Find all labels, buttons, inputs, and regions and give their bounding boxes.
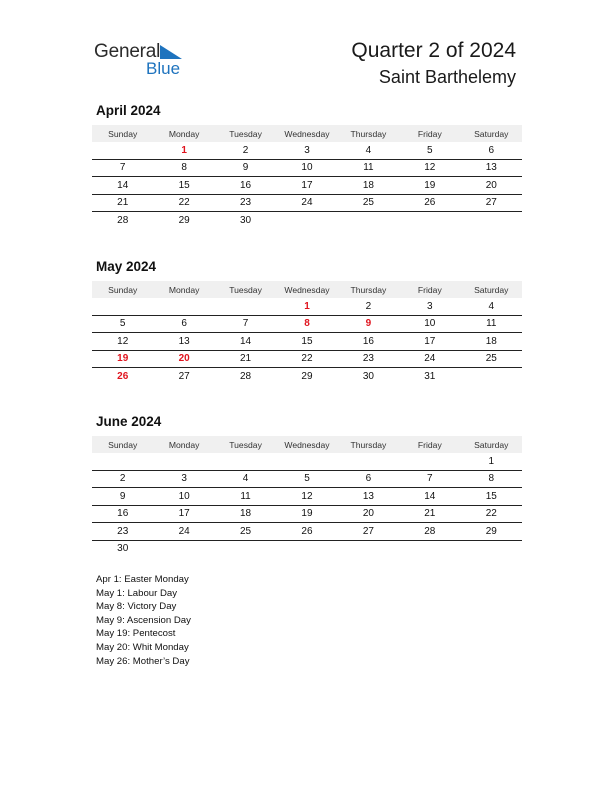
holiday-notes <box>96 573 191 668</box>
empty-day-cell <box>215 540 276 557</box>
weekday-header: Saturday <box>461 281 522 298</box>
weekday-header: Sunday <box>92 125 153 142</box>
empty-day-cell <box>215 453 276 470</box>
calendar-table <box>92 125 522 229</box>
day-cell: 14 <box>215 333 276 351</box>
day-cell: 8 <box>153 159 214 177</box>
day-cell: 4 <box>461 298 522 315</box>
week-row <box>92 159 522 177</box>
weekday-header: Wednesday <box>276 436 337 453</box>
day-cell: 2 <box>338 298 399 315</box>
day-cell: 27 <box>178 370 190 382</box>
day-cell: 19 <box>399 177 460 195</box>
month-title: May 2024 <box>96 259 157 274</box>
week-row <box>92 350 522 368</box>
day-cell: 8 <box>276 315 337 333</box>
day-cell: 3 <box>399 298 460 315</box>
week-row <box>92 298 522 315</box>
day-cell: 29 <box>461 523 522 541</box>
empty-day-cell <box>276 540 337 557</box>
day-cell: 18 <box>461 333 522 351</box>
weekday-header: Friday <box>399 125 460 142</box>
week-row <box>92 540 522 557</box>
day-cell: 2 <box>215 142 276 159</box>
day-cell: 6 <box>153 315 214 333</box>
empty-day-cell <box>399 212 460 229</box>
day-cell: 6 <box>338 470 399 488</box>
day-cell: 16 <box>92 505 153 523</box>
day-cell: 18 <box>215 505 276 523</box>
day-cell: 11 <box>215 488 276 506</box>
empty-day-cell <box>276 453 337 470</box>
day-cell: 27 <box>338 523 399 541</box>
day-cell: 17 <box>276 177 337 195</box>
day-cell: 10 <box>399 315 460 333</box>
day-cell: 13 <box>338 488 399 506</box>
day-cell: 5 <box>399 142 460 159</box>
empty-day-cell <box>153 298 214 315</box>
day-cell: 12 <box>399 159 460 177</box>
day-cell: 18 <box>338 177 399 195</box>
weekday-header: Wednesday <box>276 281 337 298</box>
day-cell: 24 <box>153 523 214 541</box>
empty-day-cell <box>461 540 522 557</box>
day-cell: 7 <box>215 315 276 333</box>
day-cell: 9 <box>92 488 153 506</box>
week-row <box>92 505 522 523</box>
weekday-header: Friday <box>399 281 460 298</box>
day-cell: 17 <box>153 505 214 523</box>
day-cell: 11 <box>461 315 522 333</box>
page-title: Quarter 2 of 2024 <box>351 39 516 62</box>
day-cell: 13 <box>461 159 522 177</box>
day-cell: 3 <box>276 142 337 159</box>
weekday-header: Monday <box>153 125 214 142</box>
holiday-note: May 8: Victory Day <box>96 601 177 613</box>
month-april <box>92 103 522 229</box>
generalblue-logo <box>94 41 194 81</box>
day-cell: 25 <box>461 350 522 368</box>
weekday-header: Thursday <box>338 281 399 298</box>
day-cell: 16 <box>215 177 276 195</box>
week-row <box>92 470 522 488</box>
week-row <box>92 523 522 541</box>
weekday-header: Thursday <box>338 436 399 453</box>
day-cell: 12 <box>92 333 153 351</box>
day-cell: 21 <box>92 194 153 212</box>
empty-day-cell <box>338 540 399 557</box>
day-cell: 16 <box>338 333 399 351</box>
empty-day-cell <box>215 298 276 315</box>
empty-day-cell <box>399 540 460 557</box>
day-cell: 23 <box>215 194 276 212</box>
empty-day-cell <box>338 212 399 229</box>
month-title: April 2024 <box>96 103 161 118</box>
day-cell: 23 <box>338 350 399 368</box>
week-row <box>92 142 522 159</box>
day-cell: 20 <box>461 177 522 195</box>
week-row <box>92 212 522 229</box>
day-cell: 1 <box>276 298 337 315</box>
day-cell: 1 <box>461 453 522 470</box>
day-cell: 29 <box>301 370 313 382</box>
weekday-header: Thursday <box>338 125 399 142</box>
day-cell: 26 <box>276 523 337 541</box>
day-cell: 10 <box>276 159 337 177</box>
weekday-header: Tuesday <box>215 281 276 298</box>
day-cell: 27 <box>461 194 522 212</box>
country-name: Saint Barthelemy <box>378 67 516 87</box>
day-cell: 13 <box>153 333 214 351</box>
day-cell: 21 <box>399 505 460 523</box>
day-cell: 17 <box>399 333 460 351</box>
day-cell: 9 <box>215 159 276 177</box>
day-cell: 2 <box>92 470 153 488</box>
month-may <box>92 259 522 385</box>
holiday-note: May 1: Labour Day <box>96 587 178 599</box>
day-cell: 30 <box>117 543 129 555</box>
day-cell: 5 <box>92 315 153 333</box>
week-row <box>92 315 522 333</box>
day-cell: 1 <box>153 142 214 159</box>
day-cell: 31 <box>424 370 436 382</box>
day-cell: 21 <box>215 350 276 368</box>
day-cell: 28 <box>239 370 252 382</box>
logo-blue-text: Blue <box>146 59 181 78</box>
empty-day-cell <box>338 453 399 470</box>
calendar-table <box>92 281 522 385</box>
day-cell: 3 <box>153 470 214 488</box>
weekday-header: Saturday <box>461 436 522 453</box>
weekday-header: Monday <box>153 281 214 298</box>
week-row <box>92 368 522 385</box>
day-cell: 25 <box>215 523 276 541</box>
logo-general-text: General <box>94 41 161 62</box>
week-row <box>92 194 522 212</box>
week-row <box>92 453 522 470</box>
day-cell: 19 <box>92 350 153 368</box>
day-cell: 30 <box>239 214 252 226</box>
empty-day-cell <box>153 540 214 557</box>
day-cell: 9 <box>338 315 399 333</box>
week-row <box>92 177 522 195</box>
empty-day-cell <box>399 453 460 470</box>
day-cell: 20 <box>338 505 399 523</box>
month-june <box>92 414 522 557</box>
day-cell: 26 <box>399 194 460 212</box>
day-cell: 5 <box>276 470 337 488</box>
day-cell: 15 <box>153 177 214 195</box>
day-cell: 22 <box>153 194 214 212</box>
day-cell: 12 <box>276 488 337 506</box>
holiday-note: May 20: Whit Monday <box>96 641 189 653</box>
weekday-header: Tuesday <box>215 436 276 453</box>
holiday-note: May 26: Mother’s Day <box>96 655 190 667</box>
empty-day-cell <box>461 368 522 385</box>
month-title: June 2024 <box>96 414 162 429</box>
empty-day-cell <box>92 298 153 315</box>
calendar-table <box>92 436 522 557</box>
day-cell: 26 <box>117 370 129 382</box>
day-cell: 22 <box>461 505 522 523</box>
empty-day-cell <box>276 212 337 229</box>
day-cell: 20 <box>153 350 214 368</box>
weekday-header: Saturday <box>461 125 522 142</box>
weekday-header: Sunday <box>92 281 153 298</box>
day-cell: 24 <box>399 350 460 368</box>
day-cell: 19 <box>276 505 337 523</box>
day-cell: 7 <box>399 470 460 488</box>
day-cell: 15 <box>276 333 337 351</box>
weekday-header: Wednesday <box>276 125 337 142</box>
week-row <box>92 488 522 506</box>
holiday-note: May 9: Ascension Day <box>96 614 191 626</box>
empty-day-cell <box>153 453 214 470</box>
day-cell: 28 <box>117 214 129 226</box>
day-cell: 11 <box>338 159 399 177</box>
empty-day-cell <box>92 142 153 159</box>
empty-day-cell <box>92 453 153 470</box>
day-cell: 25 <box>338 194 399 212</box>
empty-day-cell <box>461 212 522 229</box>
day-cell: 22 <box>276 350 337 368</box>
day-cell: 10 <box>153 488 214 506</box>
day-cell: 14 <box>399 488 460 506</box>
day-cell: 15 <box>461 488 522 506</box>
day-cell: 29 <box>178 214 190 226</box>
weekday-header: Sunday <box>92 436 153 453</box>
weekday-header: Friday <box>399 436 460 453</box>
week-row <box>92 333 522 351</box>
weekday-header: Monday <box>153 436 214 453</box>
day-cell: 7 <box>92 159 153 177</box>
day-cell: 30 <box>362 370 374 382</box>
holiday-note: May 19: Pentecost <box>96 628 176 640</box>
day-cell: 6 <box>461 142 522 159</box>
day-cell: 4 <box>215 470 276 488</box>
day-cell: 24 <box>276 194 337 212</box>
holiday-note: Apr 1: Easter Monday <box>96 574 189 585</box>
day-cell: 4 <box>338 142 399 159</box>
day-cell: 8 <box>461 470 522 488</box>
weekday-header: Tuesday <box>215 125 276 142</box>
day-cell: 28 <box>399 523 460 541</box>
day-cell: 14 <box>92 177 153 195</box>
day-cell: 23 <box>92 523 153 541</box>
